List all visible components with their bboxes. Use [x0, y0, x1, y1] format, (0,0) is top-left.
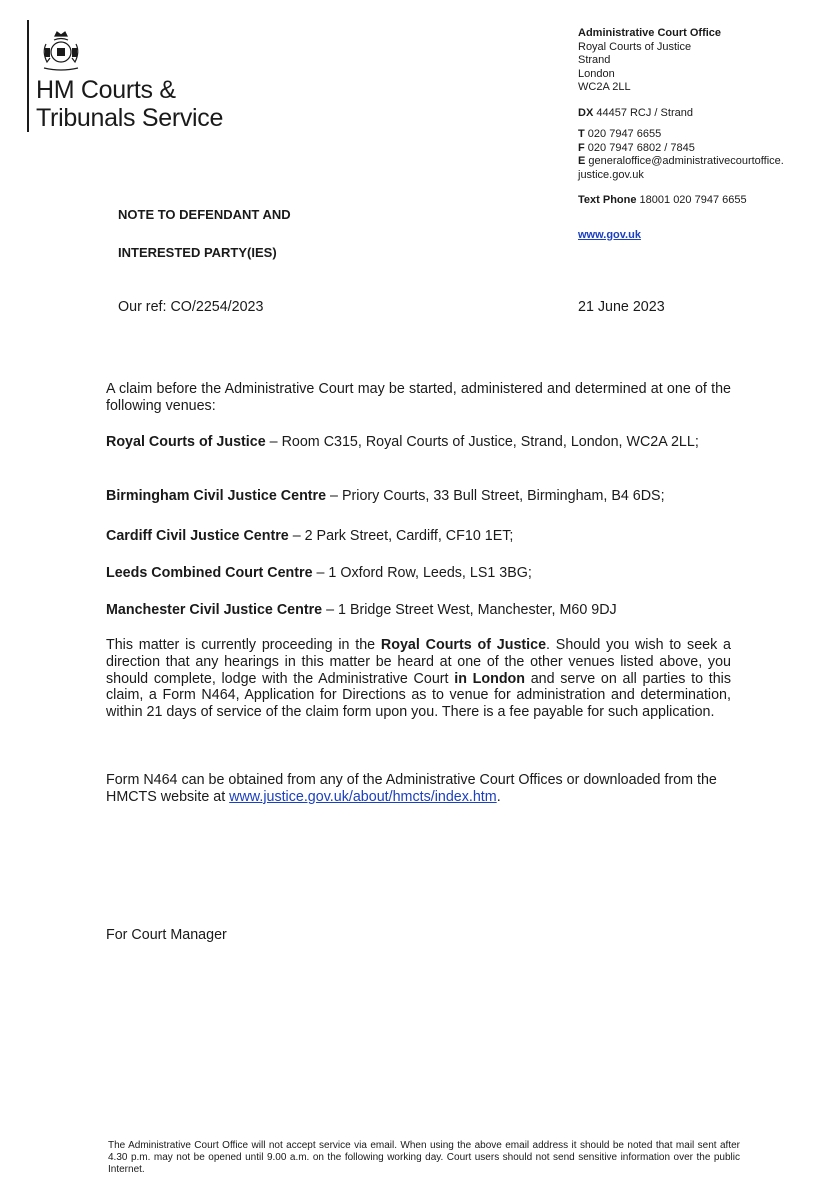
venue-manchester [106, 602, 731, 619]
venue-royal-courts [106, 434, 731, 451]
logo-line-2: Tribunals Service [36, 104, 224, 132]
form-paragraph: Form N464 can be obtained from any of the Administrative Court Offices or downloaded from the HMCTS website at www.justice.gov.uk/about/hmcts/index.htm. [106, 772, 717, 805]
email-line: E generaloffice@administrativecourtoffice. [578, 155, 784, 167]
venue-address: – 2 Park Street, Cardiff, CF10 1ET; [288, 528, 514, 544]
office-address-block [578, 27, 784, 242]
email-line-continued: justice.gov.uk [578, 168, 644, 181]
intro-paragraph: A claim before the Administrative Court may be started, administered and determined at one of the following venues: [106, 381, 731, 414]
matter-paragraph: This matter is currently proceeding in the Royal Courts of Justice. Should you wish to seek a direction that any hearings in this matter be heard at one of the other venues listed above, you should complete, lodge with the Administrative Court in London and serve on all parties to this claim, a Form N464, Application for Directions as to venue for administration and determination, within 21 days of service of the claim form upon you. There is a fee payable for such application. [106, 637, 732, 721]
note-title-line-2: INTERESTED PARTY(IES) [118, 245, 277, 260]
letter-date: 21 June 2023 [578, 299, 665, 315]
venue-cardiff [106, 528, 731, 545]
venue-leeds [106, 565, 731, 582]
venue-address: – Room C315, Royal Courts of Justice, Strand, London, WC2A 2LL; [265, 434, 699, 450]
fax-line: F 020 7947 6802 / 7845 [578, 141, 695, 154]
office-title: Administrative Court Office [578, 27, 722, 39]
reference-value: CO/2254/2023 [170, 299, 264, 315]
reference-label: Our ref: [118, 299, 167, 315]
royal-crest-icon [36, 28, 86, 72]
location-emphasis: in London [454, 670, 526, 687]
logo-divider [27, 20, 29, 132]
hmcts-website-link[interactable]: www.justice.gov.uk/about/hmcts/index.htm [229, 788, 497, 805]
telephone-line: T 020 7947 6655 [578, 128, 662, 140]
address-line: Strand [578, 54, 611, 66]
footer-notice: The Administrative Court Office will not accept service via email. When using the above email address it should be noted that mail sent after 4.30 p.m. may not be opened until 9.00 a.m. on the following working day. Court users should not send sensitive information over the public Internet. [108, 1140, 740, 1175]
venue-emphasis: Royal Courts of Justice [380, 637, 547, 653]
address-line: WC2A 2LL [578, 81, 631, 93]
dx-line: DX 44457 RCJ / Strand [578, 106, 693, 119]
venue-birmingham [106, 488, 731, 505]
venue-name: Leeds Combined Court Centre [106, 565, 313, 581]
venue-address: – 1 Bridge Street West, Manchester, M60 9DJ [322, 602, 617, 618]
venue-name: Cardiff Civil Justice Centre [106, 528, 289, 544]
address-line: Royal Courts of Justice [578, 40, 692, 53]
website-link[interactable]: www.gov.uk [578, 228, 641, 241]
venue-name: Birmingham Civil Justice Centre [106, 488, 327, 504]
logo-line-1: HM Courts & [36, 76, 176, 104]
hmcts-logo-text [36, 76, 223, 132]
reference [118, 299, 263, 316]
venue-address: – 1 Oxford Row, Leeds, LS1 3BG; [312, 565, 532, 581]
address-line: London [578, 67, 615, 80]
venue-address: – Priory Courts, 33 Bull Street, Birmingham, B4 6DS; [326, 488, 665, 504]
signoff: For Court Manager [106, 927, 227, 943]
venue-name: Manchester Civil Justice Centre [106, 602, 323, 618]
venue-name: Royal Courts of Justice [106, 434, 266, 450]
textphone-line: Text Phone 18001 020 7947 6655 [578, 194, 747, 206]
note-title-line-1: NOTE TO DEFENDANT AND [118, 207, 291, 222]
